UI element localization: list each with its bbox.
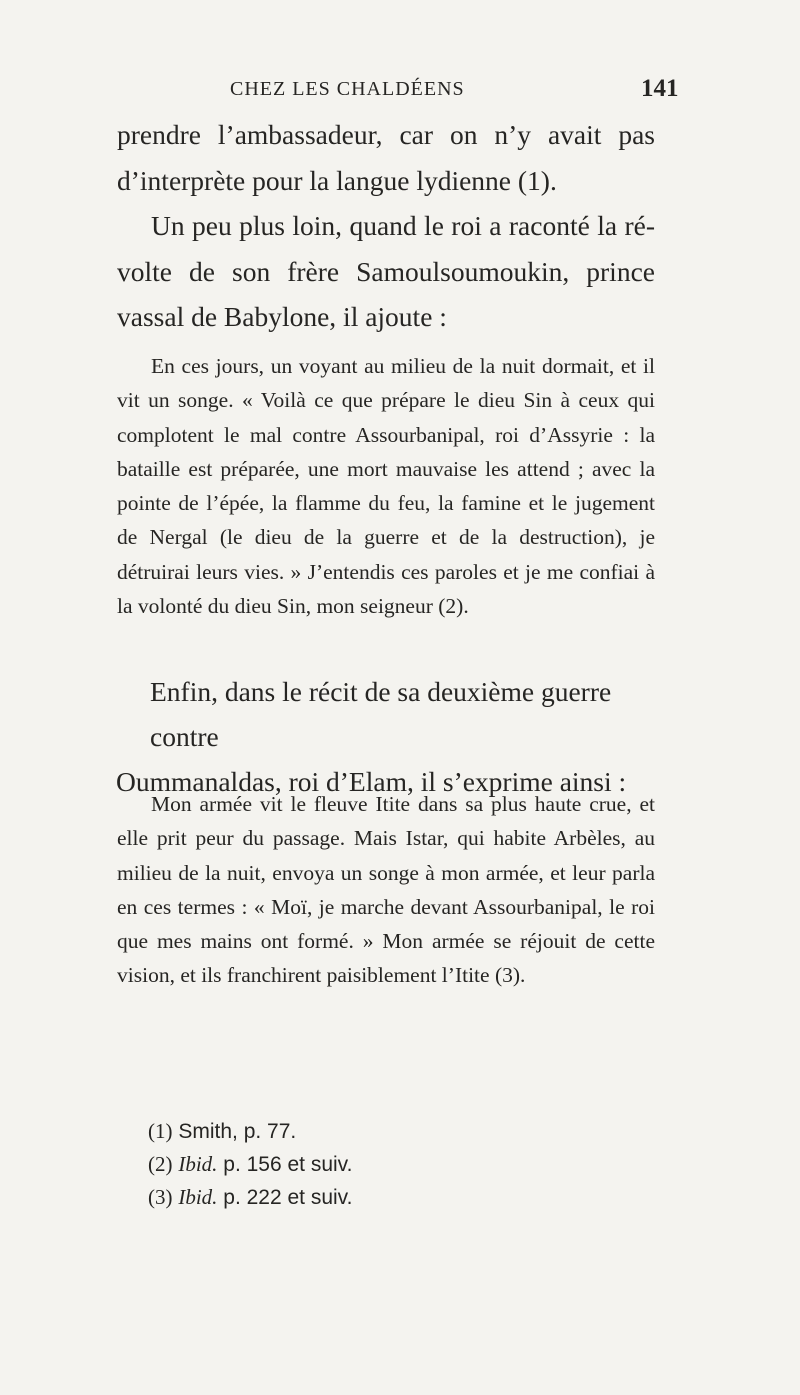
paragraph-second-war-line2: Oummanaldas, roi d’Elam, il s’exprime ainsi : (116, 766, 627, 797)
footnote-1: (1) Smith, p. 77. (148, 1119, 297, 1143)
paragraph-second-war (116, 669, 655, 804)
running-head (0, 75, 800, 108)
paragraph-second-war-line1: Enfin, dans le récit de sa deuxième guerre contre (150, 676, 612, 752)
footnotes (148, 1115, 352, 1214)
quote-dream-istar: Mon armée vit le fleuve Itite dans sa plus haute crue, et elle prit peur du passage. Mais Istar, qui habite Arbèles, au milieu de la nuit, envoya un songe à mon armée, et leur parla en ces termes : « Moï, je marche devant Assourbanipal, le roi que mes mains ont formé. » Mon armée se réjouit de cette vision, et ils franchirent paisiblement l’Itite (3). (117, 792, 655, 988)
footnote-3: (3) Ibid. p. 222 et suiv. (148, 1185, 353, 1209)
running-title: CHEZ LES CHALDÉENS (230, 78, 465, 100)
paragraph-continuation: prendre l’ambassadeur, car on n’y avait pas d’interprète pour la langue lydienne (1). (117, 119, 655, 196)
quote-dream-sin: En ces jours, un voyant au milieu de la nuit dormait, et il vit un songe. « Voilà ce que prépare le dieu Sin à ceux qui complotent le mal contre Assourbanipal, roi d’Assyrie : la bataille est préparée, une mort mauvaise les attend ; avec la pointe de l’épée, la flamme du feu, la famine et le jugement de Nergal (le dieu de la guerre et de la destruction), je détruirai leurs vies. » J’entendis ces paroles et je me confiai à la volonté du dieu Sin, mon seigneur (2). (117, 354, 655, 619)
footnote-2: (2) Ibid. p. 156 et suiv. (148, 1152, 353, 1176)
paragraph-revolt: Un peu plus loin, quand le roi a raconté la révolte de son frère Samoulsoumoukin, prince vassal de Babylone, il ajoute : (117, 210, 655, 332)
page-number: 141 (641, 75, 679, 102)
